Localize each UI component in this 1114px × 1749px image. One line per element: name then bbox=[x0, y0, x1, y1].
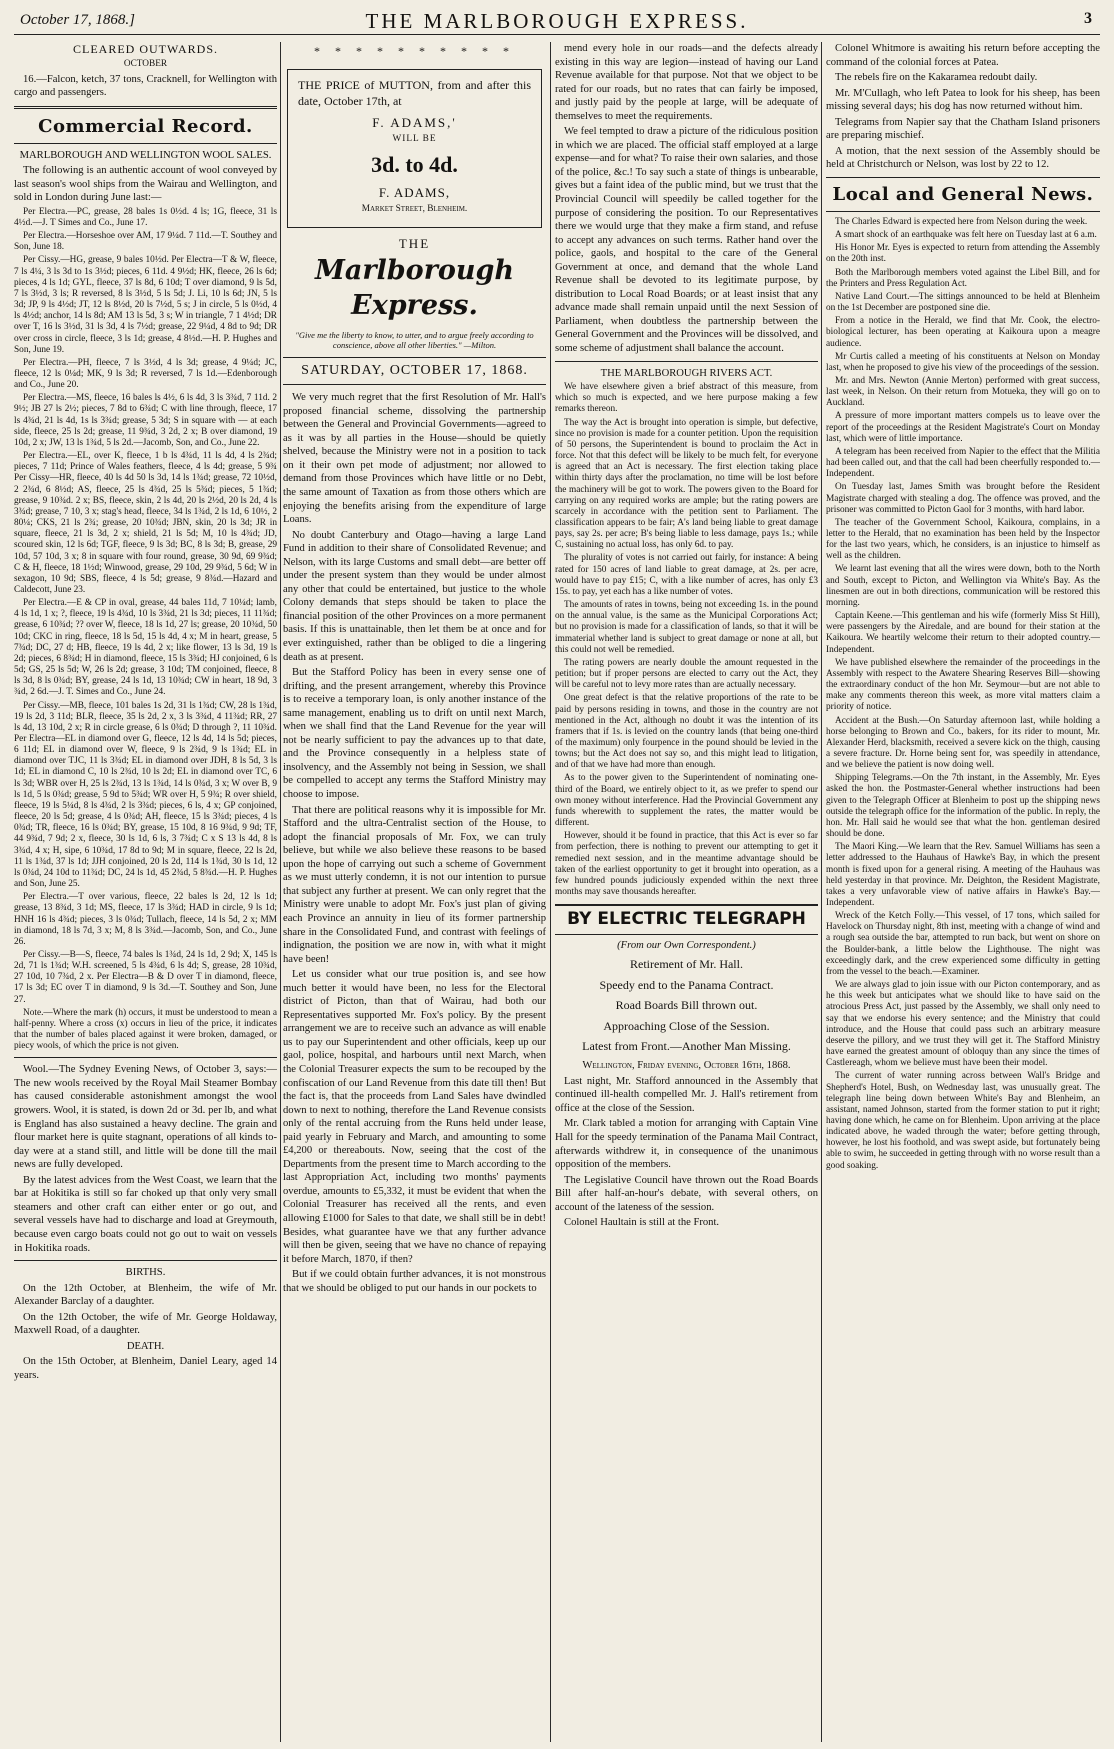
death-notice: On the 15th October, at Blenheim, Daniel Leary, aged 14 years. bbox=[14, 1356, 277, 1381]
telegraph-paragraph: Mr. M'Cullagh, who left Patea to look for his sheep, has been missing several days; his dog has now returned without him. bbox=[826, 87, 1100, 113]
news-item: Captain Keene.—This gentleman and his wife (formerly Miss St Hill), were passengers by the Airedale, and are bound for their station at the Kaikoura. We heartily welcome their return to their adopted country.—Independent. bbox=[826, 611, 1100, 655]
commercial-record-heading: Commercial Record. bbox=[38, 115, 253, 137]
telegraph-paragraph: Telegrams from Napier say that the Chatham Island prisoners are preparing mischief. bbox=[826, 116, 1100, 142]
rivers-paragraph: One great defect is that the relative proportions of the rate to be paid by persons residing in towns, and those in the country are not mentioned in the Act, although no doubt it was the intention of its framers that if 1s. is levied on the country lands (that being one-third of the maximum) only fourpence in the pound should be levied in the towns; but the Act does not say so, and this might lead to litigation, and of that we have had more than enough. bbox=[555, 693, 818, 771]
news-item: On Tuesday last, James Smith was brought before the Resident Magistrate charged with stealing a dog. The offence was proved, and the prisoner was committed to Picton Gaol for 3 months, with hard labor. bbox=[826, 482, 1100, 515]
wool-news: Wool.—The Sydney Evening News, of October 3, says:—The new wools received by the Royal Mail Steamer Bombay has caused considerable astonishment amongst the wool growers. Wool, it is stated, is down 2d or 3d. per lb, and what is England has also sustained a heavy decline. The grain and flour market here is quite stagnant, operations of all kinds to-day were at a stand still, and little will be done till the mail news are fully developed. bbox=[14, 1064, 277, 1171]
birth-notice: On the 12th October, at Blenheim, the wife of Mr. Alexander Barclay of a daughter. bbox=[14, 1282, 277, 1308]
news-item: A pressure of more important matters compels us to leave over the report of the proceedings at the Resident Magistrate's Court on Monday last, which were of little importance. bbox=[826, 411, 1100, 444]
local-news-items bbox=[826, 217, 1100, 1172]
column-1 bbox=[14, 42, 277, 1744]
column-2 bbox=[283, 42, 546, 1744]
telegraph-paragraph: Mr. Clark tabled a motion for arranging with Captain Vine Hall for the speedy termination of the Panama Mail Contract, afterwards withdrew it, in consequence of the unanimous opposition of the members. bbox=[555, 1118, 818, 1171]
mutton-advertisement bbox=[287, 69, 542, 227]
news-item: The teacher of the Government School, Kaikoura, complains, in a letter to the Herald, that no examination has been held by the Inspector for the last two years, which, he considers, is an injustice to himself as well as the children. bbox=[826, 517, 1100, 562]
telegraph-headline: Retirement of Mr. Hall. bbox=[630, 957, 743, 972]
rivers-act-heading: THE MARLBOROUGH RIVERS ACT. bbox=[600, 367, 773, 379]
divider bbox=[14, 1057, 277, 1058]
column-rule bbox=[550, 42, 551, 1742]
rivers-paragraph: The plurality of votes is not carried out fairly, for instance: A being rated for 150 acres of land liable to great damage, at 2s. per acre, would have to pay £15; C, with a like number of acres, has only £3 15s. to pay, yet each has a like number of votes. bbox=[555, 553, 818, 597]
divider bbox=[14, 1260, 277, 1261]
page-number: 3 bbox=[1084, 10, 1092, 27]
column-rule bbox=[821, 42, 822, 1742]
telegraph-headline: Approaching Close of the Session. bbox=[603, 1018, 770, 1033]
news-item: We learnt last evening that all the wires were down, both to the North and South, except to Picton, and Wellington via White's Bay. As the linesmen are out in both directions, communication will be restored this morning. bbox=[826, 564, 1100, 608]
rivers-paragraph: The way the Act is brought into operation is simple, but defective, since no provision is made for a counter petition. Upon the requisition of 50 persons, the Superintendent is bound to proclaim the Act in force. Not that this defect will be likely to be much felt, for everyone is agreed that an Act is necessary. The first election taking place within thirty days after the proclamation, no time will be lost before the machinery will be got to work. The powers given to the Board for carrying on any required works are ample; but the rating powers are scarcely in accordance with the petition sent to Parliament. The classification appears to be fair; A's land being liable to great damage pays, say 2s. per acre; B's being liable to less damage, pays 1s.; while C, sustaining no actual loss, has only 6d. to pay. bbox=[555, 417, 818, 551]
divider bbox=[826, 177, 1100, 178]
telegraph-paragraph: Colonel Whitmore is awaiting his return before accepting the command of the colonial forces at Patea. bbox=[826, 43, 1100, 68]
wool-list-item: Per Electra.—EL, over K, fleece, 1 b ls 4¾d, 11 ls 4d, 4 ls 2¾d; pieces, 7 11d; Prince of Wales feathers, fleece, 4 ls 4d; grease, 5 9¾ Per Cissy—HR, fleece, 40 ls 4d 50 ls 3d, 14 ls 1¾d; grease, 72 10½d, 2 2¾d, 6 8½d; AS, fleece, 25 ls 4¾d, 25 ls 5¾d; pieces, 5 1¾d; grease, 9 10¾d. 2 x; BS, fleece, skin, 2 ls 4d, 20 ls 2½d, 20 ls 2d, 4 ls 3¾d; grease, 7 10, 3 x; stag's head, fleece, 34 ls 1¾d, 2 ls 1d, 6 10½, 2 80¼; CKS, 21 ls 2¾; grease, 20 10¾d; JBN, skin, 20 ls 3d; JR in square, fleece, 21 ls 3d, 2 x; shield, 21 ls 5d; M, 10 ls 4¾d; JD, scoured skin, 12 ls 6d; TGF, fleece, 9 ls 3d; BC, 8 ls 3d; B, grease, 29 10d, 57 10d, 3 x; 8 in square with four round, grease, 30 9d, 69 9¾d; C & H, fleece, 18 1½d; Winwood, grease, 29 10d, 29 9¾d, 5 6d; W in sexagon, 10 9d; SBS, fleece, 4 ls 5d; grease, 9 8¾d.—Hazard and Caldecott, June 23. bbox=[14, 451, 277, 595]
issue-date: October 17, 1868.] bbox=[20, 12, 135, 28]
births-heading: BIRTHS. bbox=[125, 1267, 166, 1279]
correspondent-credit: (From our Own Correspondent.) bbox=[617, 939, 756, 951]
news-item: We are always glad to join issue with our Picton contemporary, and as he this week but anticipates what we should like to have said on the atrocious Press Act, just passed by the Assembly, we shall only need to say that we endorse his every sentence; and the Ministry that could introduce, and the House that could pass such an arbitrary measure deserve the pillory, and we trust they will get it. The Stafford Ministry have earned the greatest amount of obloquy than any since the times of Castlereagh, whom we believe must have been their model. bbox=[826, 980, 1100, 1069]
wool-list-item: Per Cissy.—HG, grease, 9 bales 10½d. Per Electra—T & W, fleece, 7 ls 4¼, 3 ls 3d to 1s 3½d; pieces, 6 11d. 4 9½d; HK, fleece, 26 ls 6d; pieces, 4 ls 1d; GYL, fleece, 37 ls 8d, 6 10d; T over diamond, 9 ls 5d, 7 ls 3½d, 3 ls; R reversed, 8 ls 3½d, 5 ls 5d; J. Li, 10 ls 6d; JN, 5 ls 3d; JP, 9 ls 4½d; JT, 12 ls 8½d, 20 ls 7½d, 5 s; J in circle, 5 ls 0½d, 4 ls 4½d; anchor, 14 ls 8d; AM 13 ls 5d, 3 s; W in triangle, 7 1 4½d; DR over T, 16 ls 3½d, 31 ls 3d, 4 ls 7½d; grease, 22 9¼d, 4 8d to 9d; DR over cross in circle, fleece, 3 ls 1d; grease, 4 8½d.—H. P. Hughes and Son, June 19. bbox=[14, 255, 277, 355]
editorial-paragraph: We feel tempted to draw a picture of the ridiculous position in which we are placed. The official staff employed at a large expense—and for what? To raise their own salaries, and those of the police, &c.! To say such a state of things is unbearable, gives but a faint idea of the public mind, but we trust that the Provincial Council will speedily be called together for the purpose of considering the position. To our Representatives there we would urge that they make a firm stand, and refuse to accept any advances on such terms. Rather hand over the police, gaols, and hospital to the care of the General Government at once, and demand that the whole Land Revenue shall be devoted to its legitimate purpose, by distribution to Local Road Boards; or at least insist that any advance made shall remain unpaid until the next Session of Parliament, when doubtless the partnership between the General Government and the Provinces will be dissolved, and some scheme of adjustment shall balance the account. bbox=[555, 126, 818, 355]
editorial-paragraph: But the Stafford Policy has been in every sense one of drifting, and the present arrangement, whereby this Province is to receive a temporary loan, is only another instance of the same management, enabling us to drift on until next March, when we shall find that the Land Revenue for the year will not be nearly sufficient to pay the advances up to that date, and the Province consequently in a helpless state of insolvency, and the Assembly not being in Session, we shall be compelled to accept any terms the Stafford Ministry may choose to impose. bbox=[283, 667, 546, 801]
editorial-paragraph: That there are political reasons why it is impossible for Mr. Stafford and the ultra-Centralist section of the House, to adopt the financial proposals of Mr. Fox, we can truly believe, but while we also believe these reasons to be based upon the hope of carrying out such a scheme of Government as we must utterly condemn, it is not our intention to pursue that subject any further at present. We can only regret that the Ministry were unable to adopt Mr. Fox's just plan of giving each Province an annuity in lieu of its former partnership share in the Consolidated Fund, and contrast with feelings of indignation, the position we are now in, with what it might have been! bbox=[283, 804, 546, 965]
wool-list-item: Per Electra.—MS, fleece, 16 bales ls 4½, 6 ls 4d, 3 ls 3¾d, 7 11d. 2 9½; JB 27 ls 2½; pieces, 7 8d to 6¾d; C with line through, fleece, 17 ls 4¾d, 21 ls 4d, 1s ls 3¾d; grease, 5 3d; S in square with — at each side, fleece, 25 ls 2d; grease, 11 9¾d, 3 2d, 2 x; B over diamond, 19 10d, 2 x; JW, 13 ls 1¾d, 5 ls 2d.—Jacomb, Son, and Co., June 22. bbox=[14, 393, 277, 448]
wool-sales-heading: MARLBOROUGH AND WELLINGTON WOOL SALES. bbox=[19, 149, 272, 161]
news-item: From a notice in the Herald, we find that Mr. Cook, the electro-biological lecturer, has been operating at Kaikoura upon a meagre audience. bbox=[826, 316, 1100, 349]
wool-list-item: Per Cissy.—MB, fleece, 101 bales 1s 2d, 31 ls 1¾d; CW, 28 ls 1¾d, 19 ls 2d, 3 11d; BLR, fleece, 35 ls 2d, 2 x, 3 ls 3¾d, 4 11¾d; RR, 27 ls 4d, 13 10d, 2 x; R in circle grease, 6 ls 0¾d; D through ?, 11 10¾d. Per Electra—EL in diamond over G, fleece, 12 ls 4d, 14 ls 5d; pieces, 6 11d; EL in diamond over W, fleece, 9 ls 2¾d, 9 ls 1¾d; EL in diamond over TJC, 11 ls 3¾d; EL in diamond over JDH, 8 ls 5d, 3 ls 1d; EL in diamond C, 10 ls 2¾d, 10 ls 2d; EL in diamond over TC, 6 ls 3d; WBR over H, 25 ls 2¾d, 13 ls 1¾d, 14 ls 0¾d, 3 x; W over B, 9 ls 1d, 5 ls 0¾d; grease, 5 9d to 5¾d; WR over H, 5 9¾; R over shield, fleece, 19 ls 5¼d, 8 ls 4¾d, 2 ls 3¾d; pieces, 6 ls, 4 x; GP conjoined, fleece, 20 ls 5d; grease, 4 ls 0¾d; AH, fleece, 15 ls 3¾d; pieces, 4 ls 0¾d; TR, fleece, 16 ls 0¾d; BY, grease, 15 10d, 8 16 9¾d, 9 9d; TF, 44 9¾d, 7 9d; 2 x, fleece, 30 ls 1d, 6 ls, 3 7¾d; C x S 13 ls 4d, 8 ls 3¾d, 4 x; H, sipe, 6 10¾d, 17 8d to 9d; M in square, fleece, 22 ls 2d, 11 ls 1¾d, 37 ls 1d; JJH conjoined, 20 ls 2d, 114 ls 1¾d, 30 ls 1d, 12 ls 0¾d, 24 10d to 11¾d; DC, 24 ls 1d, 45 2¾d, 5 8¾d.—H. P. Hughes and Son, June 25. bbox=[14, 700, 277, 890]
telegraph-dateline: Wellington, Friday evening, October 16th, 1868. bbox=[582, 1060, 791, 1072]
editorial-paragraph: We very much regret that the first Resolution of Mr. Hall's proposed financial scheme, dissolving the partnership between the General and Provincial Governments—agreed to as it was by all parties in the House—should be quietly shelved, because the Ministry were not in a position to tack on it their own pet mode of adjustment; nor allowed to demand from those Provinces which have little or no Debt, the same amount of Taxation as from those others which are enjoying the benefits arising from the expenditure of large Loans. bbox=[283, 392, 546, 526]
page-header bbox=[14, 8, 1100, 35]
death-heading: DEATH. bbox=[126, 1340, 165, 1352]
wool-list-item: Per Electra.—PC, grease, 28 bales 1s 0½d. 4 ls; 1G, fleece, 31 ls 4½d.—J. T Simes and Co., June 17. bbox=[14, 206, 277, 228]
nameplate: Marlborough Express. bbox=[314, 255, 515, 321]
ad-text: THE PRICE of MUTTON, from and after this date, October 17th, at bbox=[298, 78, 531, 108]
news-item: Accident at the Bush.—On Saturday afternoon last, while holding a horse belonging to Brown and Co., bakers, for its rider to mount, Mr. Alexander Herd, blacksmith, received a severe kick on the thigh, causing a severe fracture. Dr. Horne being sent for, was speedily in attendance, and we believe the patient is now doing well. bbox=[826, 715, 1100, 771]
ad-address: Market Street, Blenheim. bbox=[361, 203, 468, 214]
wool-list-item: Per Electra.—T over various, fleece, 22 bales ls 2d, 12 ls 1d; grease, 13 8¾d, 3 1d; MS, fleece, 17 ls 3¾d; HAD in circle, 9 ls 1d; HNH 16 ls 4¾d; pieces, 3 ls 0¾d; Tullach, fleece, 14 ls 5d, 2 x; MM in diamond, 18 ls 7d, 3 x; M, 8 ls 3¾d.—Jacomb, Son, and Co., June 26. bbox=[14, 892, 277, 947]
wool-sales-lists bbox=[14, 207, 277, 1053]
ornament-stars: * * * * * * * * * * bbox=[314, 44, 515, 58]
rivers-paragraph: The rating powers are nearly double the amount requested in the petition; but if proper persons are elected to carry out the Act, they will be careful not to levy more rates than are actually necessary. bbox=[555, 657, 818, 691]
telegraph-heading: BY ELECTRIC TELEGRAPH bbox=[555, 904, 818, 935]
news-item: The current of water running across between Wall's Bridge and Shepherd's Hotel, Bush, on Wednesday last, was unusually great. The telegraph line being down between White's Bay and Blenheim, an assistant, named Johnson, started from the former station to put it right; having done which, he came on for Blenheim. Upon arriving at the place indicated above, he waded through the water; before getting through, however, he lost his foothold, and was swept aside, but fortunately being able to swim, he succeeded in getting through with no worse result than a good soaking. bbox=[826, 1071, 1100, 1171]
cleared-entry: 16.—Falcon, ketch, 37 tons, Cracknell, for Wellington with cargo and passengers. bbox=[14, 73, 277, 99]
ad-seller: F. ADAMS, bbox=[378, 185, 451, 201]
wool-note: Note.—Where the mark (h) occurs, it must be understood to mean a half-penny. Where a cross (x) occurs in lieu of the price, it indicates that the number of bales placed against it were broken, damaged, or piecy wools, of which the price is not given. bbox=[14, 1007, 277, 1052]
paper-running-title: THE MARLBOROUGH EXPRESS. bbox=[365, 9, 749, 33]
news-item: Mr Curtis called a meeting of his constituents at Nelson on Monday last, when he proposed to give his view of the proceedings of the session. bbox=[826, 351, 1100, 373]
rivers-paragraph: We have elsewhere given a brief abstract of this measure, from which so much is expected, and we here purpose making a few remarks thereon. bbox=[555, 382, 818, 415]
news-item: Wreck of the Ketch Folly.—This vessel, of 17 tons, which sailed for Havelock on Thursday night, 8th inst, meeting with a change of wind and a rough sea outside the bar, attempted to run back, but went on shore on the Boulder-bank, a little below the Lighthouse. The night was exceedingly dark, and the crew experienced some difficulty in getting from the vessel to the beach.—Examiner. bbox=[826, 911, 1100, 977]
local-news-heading: Local and General News. bbox=[832, 183, 1094, 205]
column-4 bbox=[826, 42, 1100, 1744]
divider bbox=[14, 106, 277, 109]
news-item: The Maori King.—We learn that the Rev. Samuel Williams has seen a letter addressed to the Hauhaus of Hawke's Bay, in which the present month is fixed upon for a general rising. A meeting of the Hauhaus was held yesterday in that province. Mr. Deighton, the Resident Magistrate, takes a very unfavorable view of native affairs in Hawke's Bay.—Independent. bbox=[826, 842, 1100, 909]
ad-price: 3d. to 4d. bbox=[371, 151, 458, 177]
wool-list-item: Per Cissy.—B—S, fleece, 74 bales ls 1¾d, 24 ls 1d, 2 9d; X, 145 ls 2d, 71 ls 1¾d; W.H. screened, 5 ls 4¾d, 6 ls 4d; S, grease, 28 10¾d, 27 10d, 10 7¾d, 2 x. Per Electra—B & D over T in diamond, fleece, 17 ls 3d; EC over T in diamond, 9 ls 3d.—T. Southey and Son, June 27. bbox=[14, 949, 277, 1005]
telegraph-paragraph: The Legislative Council have thrown out the Road Boards Bill after half-an-hour's debate, with several others, on account of the lateness of the session. bbox=[555, 1174, 818, 1213]
telegraph-paragraph: Colonel Haultain is still at the Front. bbox=[564, 1217, 720, 1229]
wool-list-item: Per Electra.—PH, fleece, 7 ls 3½d, 4 ls 3d; grease, 4 9¼d; JC, fleece, 12 ls 0¼d; MK, 9 ls 3d; R reversed, 7 ls 1d.—Edenborough and Co., June 20. bbox=[14, 357, 277, 391]
news-item: Both the Marlborough members voted against the Libel Bill, and for the Printers and Press Regulation Act. bbox=[826, 267, 1100, 289]
wool-sales-intro: The following is an authentic account of wool conveyed by last season's wool ships from the Wairau and Wellington, and sold in London during June last:— bbox=[14, 165, 277, 204]
editorial-paragraph: Let us consider what our true position is, and see how much better it would have been, no less for the Electoral district of Picton, than that of Wairau, had both our Representatives supported Mr. Fox's policy. By the present arrangement we are to receive such an advance as will enable us to pay our Superintendent and other officials, keep up our gaol, police, hospital, and harbours until next March, when the Colonial Treasurer expects the sum to be recouped by the confiscation of our Land Revenue from this date till then! But the fact is, that the proceeds from Land Sales have dwindled down to next to nothing, therefore the Land Revenue consists only of the rental accruing from the Runs held under lease, paid yearly in February and March, and amounting to some £4,200 or thereabouts. Now, seeing that the cost of the Departments from the present time to March according to the last Appropriation Act, including two months' payments overdue, amounts to £5,332, it must be evident that when the Colonial Treasurer has received all the rents, and even allowing £1000 for Sales to that date, we shall still be in debt! Besides, what guarantee have we that any further advance will then be given, seeing that we have no chance of repaying it before March, 1870, if then? bbox=[283, 969, 546, 1265]
nameplate-the: THE bbox=[398, 235, 431, 251]
rivers-paragraph: As to the power given to the Superintendent of nominating one-third of the Board, we entirely object to it, as we prefer to spend our own money without interference. Had the Provincial Government any funds wherewith to supplement the rates, the matter would be different. bbox=[555, 773, 818, 829]
west-coast-news: By the latest advices from the West Coast, we learn that the bar at Hokitika is still so far choked up that only very small steamers and other craft can either enter or go out, and several vessels have had to discharge and load at Greymouth, because even cargo boats could not go out to wait on vessels in Hokitika roads. bbox=[14, 1174, 277, 1254]
news-item: We have published elsewhere the remainder of the proceedings in the Assembly with respect to the Awatere Shearing Reserves Bill—showing the extraordinary conduct of the hon Mr. Seymour—but are not able to make any comments thereon this week, as more vital matters claim a priority of notice. bbox=[826, 657, 1100, 713]
cleared-outwards-heading: CLEARED OUTWARDS. bbox=[73, 42, 218, 56]
telegraph-paragraph: A motion, that the next session of the Assembly should be held at Christchurch or Nelson, was lost by 22 to 12. bbox=[826, 145, 1100, 171]
birth-notice: On the 12th October, the wife of Mr. George Holdaway, Maxwell Road, of a daughter. bbox=[14, 1311, 277, 1337]
column-3 bbox=[555, 42, 818, 1744]
ad-will-be: WILL BE bbox=[392, 133, 437, 144]
wool-list-item: Per Electra.—E & CP in oval, grease, 44 bales 11d, 7 10¼d; lamb, 4 ls 1d, 1 x; ?, fleece, 19 ls 4¾d, 10 ls 3¾d, 21 ls 3d; pieces, 11 11¾d; grease, 6 10¾d; ?? over W, fleece, 18 ls 1d, 27 ls; grease, 20 10¾d, 50 10d; CKC in ring, fleece, 18 ls 5d, 15 ls 4d, 4 x; M in heart, grease, 5 7¾d; DC, 27 d; HB, fleece, 19 ls 4d, 2 x; like flower, 13 ls 3d, 19 ls 2d; pieces, 6 8¾d; H in diamond, fleece, 15 ls 3¾d; HJ conjoined, 6 ls 5d; GS, 25 ls 5d; W, 26 ls 2d; grease, 3 10d; TM conjoined, fleece, 8 ls 3d, 8 ls 0¾d; BY, grease, 24 ls 1d, 13 10¾d; CW in heart, 18 9d, 3 ¾d, 2 6d.—J. T. Simes and Co., June 24. bbox=[14, 598, 277, 698]
news-item: A smart shock of an earthquake was felt here on Tuesday last at 6 a.m. bbox=[835, 230, 1097, 241]
telegraph-paragraph: The rebels fire on the Kakaramea redoubt daily. bbox=[835, 72, 1038, 84]
divider bbox=[826, 211, 1100, 212]
rivers-act-article bbox=[555, 382, 818, 898]
rivers-paragraph: The amounts of rates in towns, being not exceeding 1s. in the pound on the annual value, is the same as the Municipal Corporations Act; but no provision is made for a classification of lands, so that it will be immaterial whether land is subject to great damage or none at all, but this could not well be remedied. bbox=[555, 600, 818, 655]
cleared-month: OCTOBER bbox=[123, 59, 168, 70]
news-item: A telegram has been received from Napier to the effect that the Militia had been called out, and that the call had been cheerfully responded to.—Independent. bbox=[826, 446, 1100, 480]
news-item: Shipping Telegrams.—On the 7th instant, in the Assembly, Mr. Eyes asked the hon. the Postmaster-General whether instructions had been given to the Telegraph Officer at Blenheim to post up the shipping news outside the telegraph office for the information of the public. In reply, the hon. Mr. Hall said he would see that what the hon. gentleman desired should be done. bbox=[826, 773, 1100, 840]
column-rule bbox=[280, 42, 281, 1742]
telegraph-headline: Latest from Front.—Another Man Missing. bbox=[582, 1038, 791, 1053]
wool-list-item: Per Electra.—Horseshoe over AM, 17 9¼d. 7 11d.—T. Southey and Son, June 18. bbox=[14, 231, 277, 253]
telegraph-headline: Speedy end to the Panama Contract. bbox=[599, 977, 774, 992]
motto: "Give me the liberty to know, to utter, and to argue freely according to conscience, above all other liberties." —Milton. bbox=[295, 329, 534, 351]
divider bbox=[14, 143, 277, 144]
editorial-paragraph: No doubt Canterbury and Otago—having a large Land Fund in addition to their share of Consolidated Revenue; and Nelson, with its large Customs and small debt—are better off under the present system than they would be under almost any other that could be entertained, but justice to the whole Colony demands that steps should be taken to place the financial position of the other Provinces on a more permanent basis. If this is unattainable, then let them be at once and for ever extinguished, rather than be obliged to die a lingering death as at present. bbox=[283, 529, 546, 663]
divider bbox=[555, 361, 818, 362]
news-item: His Honor Mr. Eyes is expected to return from attending the Assembly on the 20th inst. bbox=[826, 243, 1100, 265]
editorial-paragraph: But if we could obtain further advances, it is not monstrous that we should be obliged to put our hands in our pockets to bbox=[283, 1269, 546, 1294]
rivers-paragraph: However, should it be found in practice, that this Act is ever so far from perfection, there is nothing to prevent our attempting to get it remedied next session, and in the meantime advantage should be taken of the earliest opportunity to get it brought into operation, as a few hundred pounds judiciously expended within the next three months may save thousands hereafter. bbox=[555, 831, 818, 897]
news-item: Mr. and Mrs. Newton (Annie Merton) performed with great success, last week, in Nelson. On their return from Motueka, they will go on to Auckland. bbox=[826, 375, 1100, 409]
issue-dateline: SATURDAY, OCTOBER 17, 1868. bbox=[283, 357, 546, 385]
news-item: Native Land Court.—The sittings announced to be held at Blenheim on the 1st December are postponed sine die. bbox=[826, 291, 1100, 314]
telegraph-headline: Road Boards Bill thrown out. bbox=[615, 998, 758, 1013]
ad-name: F. ADAMS,' bbox=[372, 115, 457, 131]
editorial-paragraph: mend every hole in our roads—and the defects already existing in this way are legion—instead of having our Land Revenue available for that purpose. Not that we object to be rated for our roads, but no rates that can fairly be imposed, and justly paid by the people at large, will be adequate of themselves to meet the requirements. bbox=[555, 43, 818, 122]
telegraph-paragraph: Last night, Mr. Stafford announced in the Assembly that continued ill-health compelled Mr. J. Hall's retirement from office at the close of the Session. bbox=[555, 1075, 818, 1114]
news-item: The Charles Edward is expected here from Nelson during the week. bbox=[835, 216, 1088, 227]
